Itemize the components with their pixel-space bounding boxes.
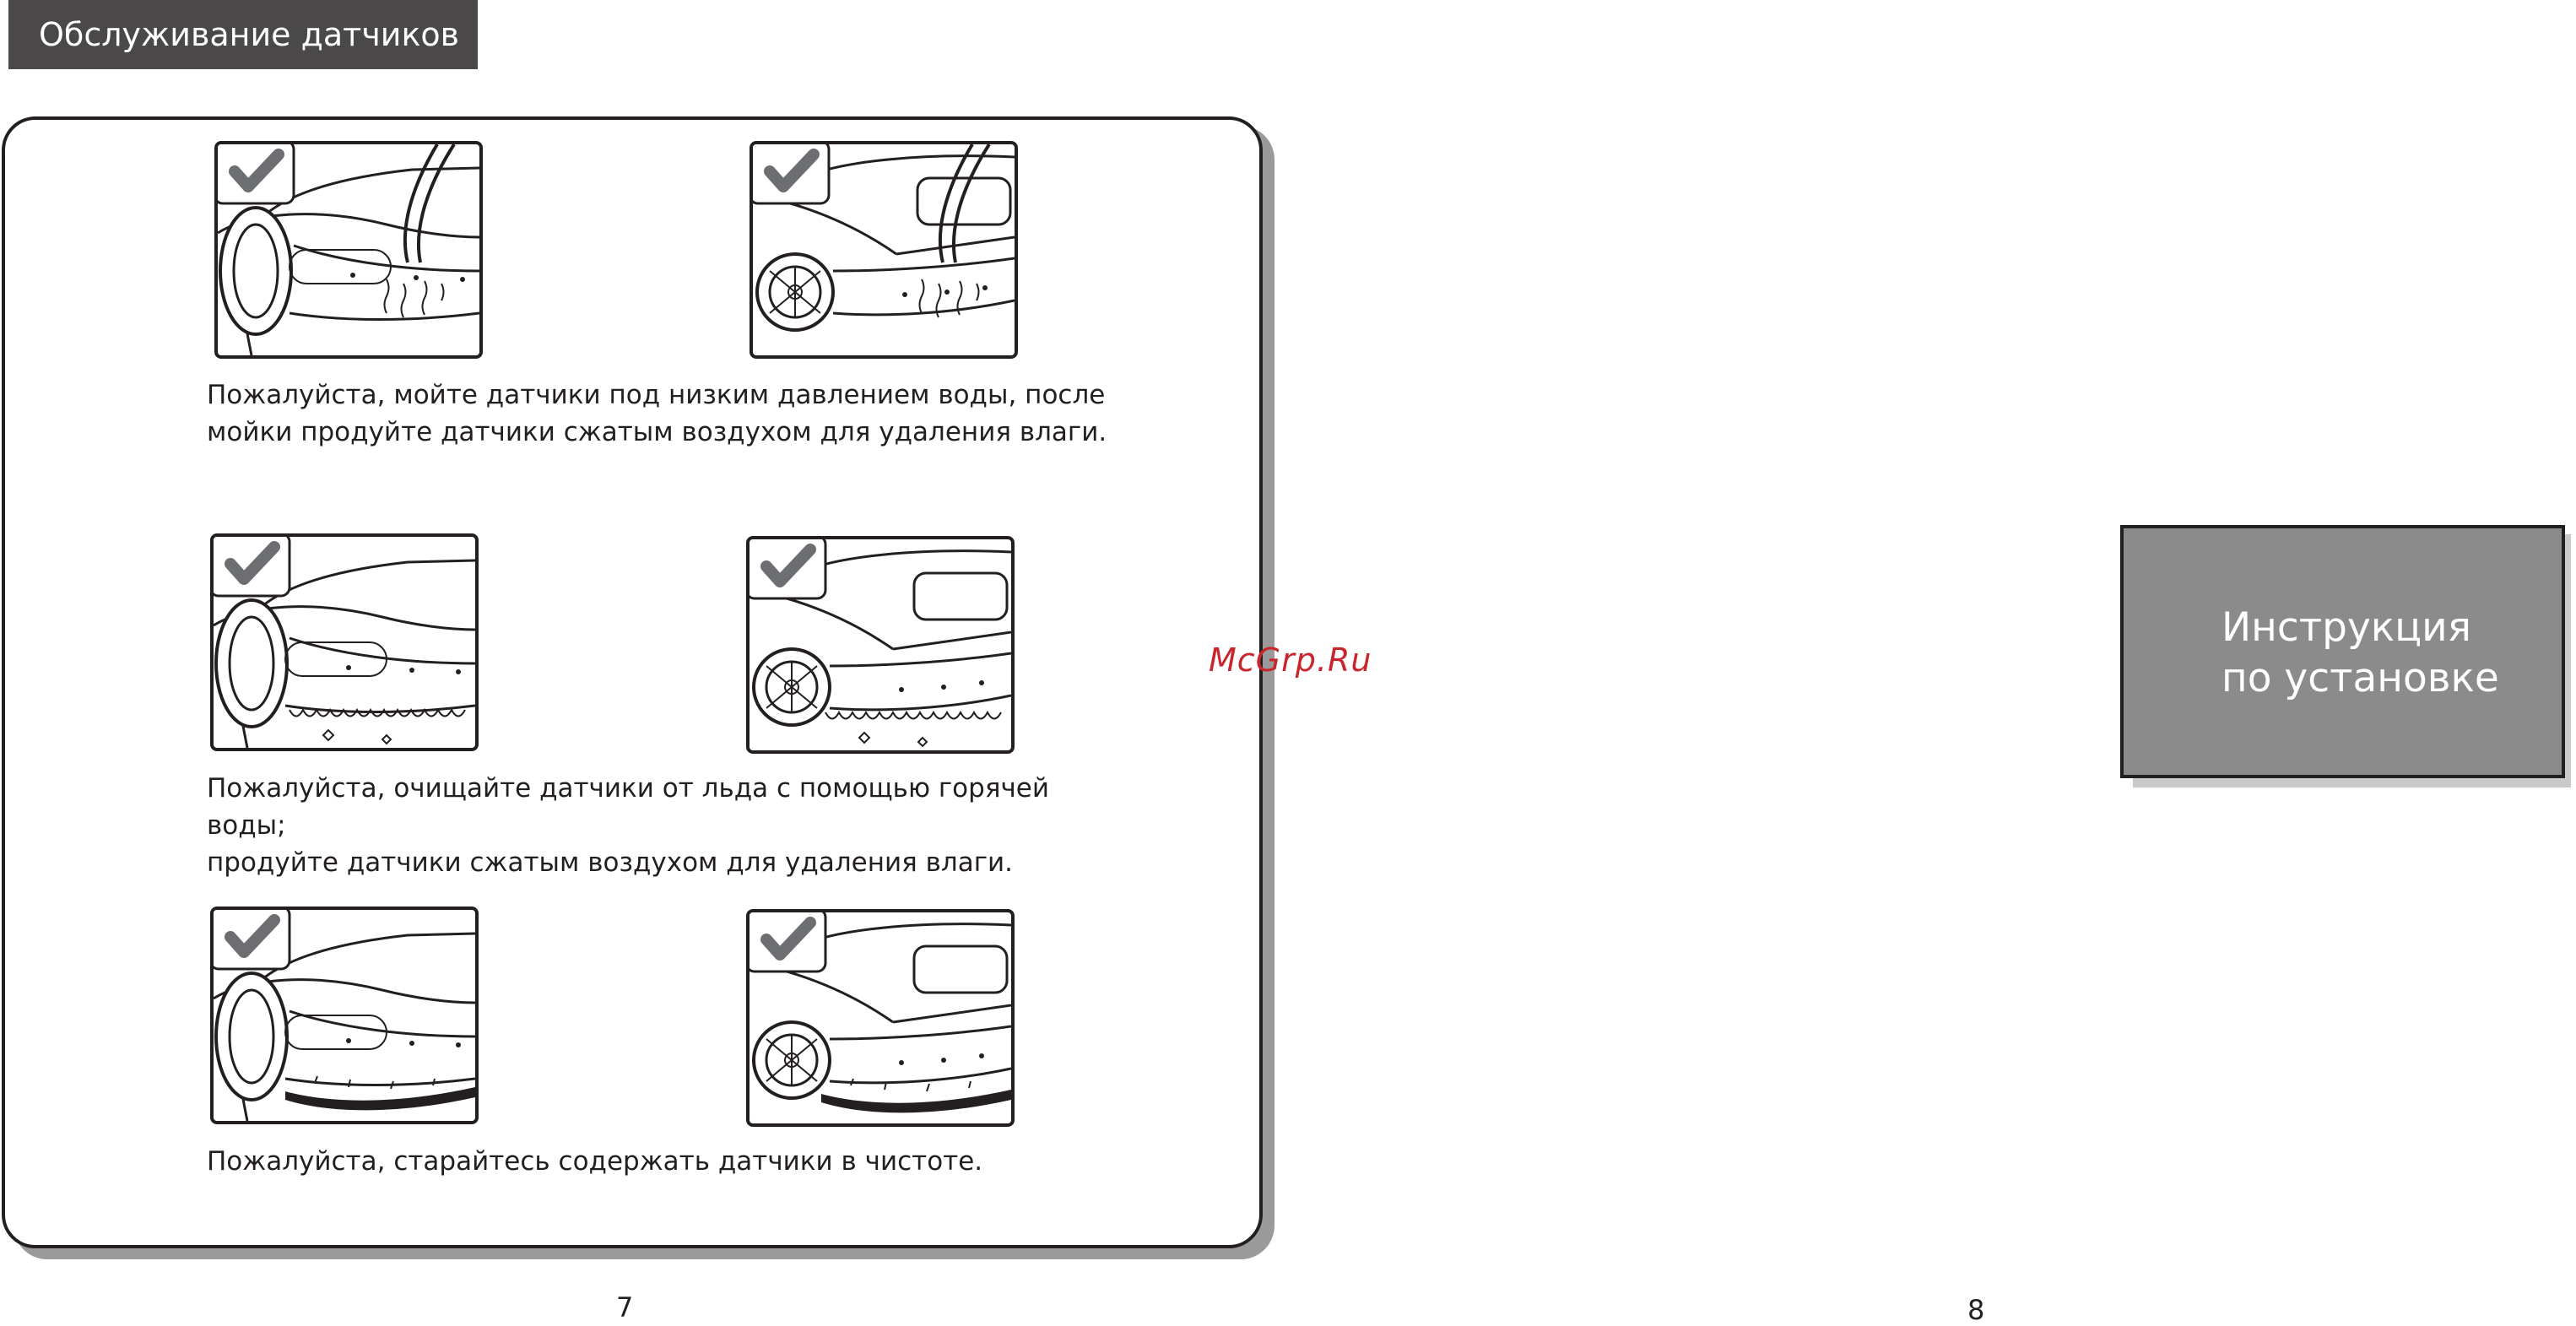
caption-ice [207,770,1135,881]
illustration-front-washing [214,141,483,359]
illustration-front-ice [210,533,479,751]
caption-line: Пожалуйста, мойте датчики под низким давлением воды, после [207,380,1106,410]
caption-line: Пожалуйста, очищайте датчики от льда с помощью горячей воды; [207,773,1050,841]
cover-title-line: по установке [2222,655,2499,701]
bumper-drawing [218,144,479,355]
illustration-rear-washing [750,141,1018,359]
installation-cover-box [2120,525,2565,778]
bumper-drawing [753,144,1015,355]
page-number-left: 7 [616,1291,634,1323]
caption-line: продуйте датчики сжатым воздухом для удаления влаги. [207,847,1013,878]
bumper-drawing [750,539,1011,750]
checkmark-icon [214,537,290,596]
maintenance-panel [2,116,1263,1248]
bumper-drawing [214,910,475,1121]
caption-line: Пожалуйста, старайтесь содержать датчики в чистоте. [207,1146,983,1177]
checkmark-icon [214,910,290,969]
caption-clean [207,1143,1135,1180]
page-number-right: 8 [1967,1294,1985,1326]
checkmark-icon [750,912,825,971]
illustration-rear-ice [746,536,1015,754]
watermark: McGrp.Ru [1209,641,1372,679]
section-title: Обслуживание датчиков [8,0,478,69]
checkmark-icon [750,539,825,598]
bumper-drawing [750,912,1011,1123]
illustration-rear-dirt [746,909,1015,1127]
cover-title-line: Инструкция [2222,604,2471,651]
caption-line: мойки продуйте датчики сжатым воздухом для удаления влаги. [207,417,1107,447]
illustration-front-dirt [210,907,479,1124]
checkmark-icon [753,144,829,203]
cover-title [2222,603,2499,704]
bumper-drawing [214,537,475,748]
checkmark-icon [218,144,294,203]
caption-washing [207,376,1135,451]
